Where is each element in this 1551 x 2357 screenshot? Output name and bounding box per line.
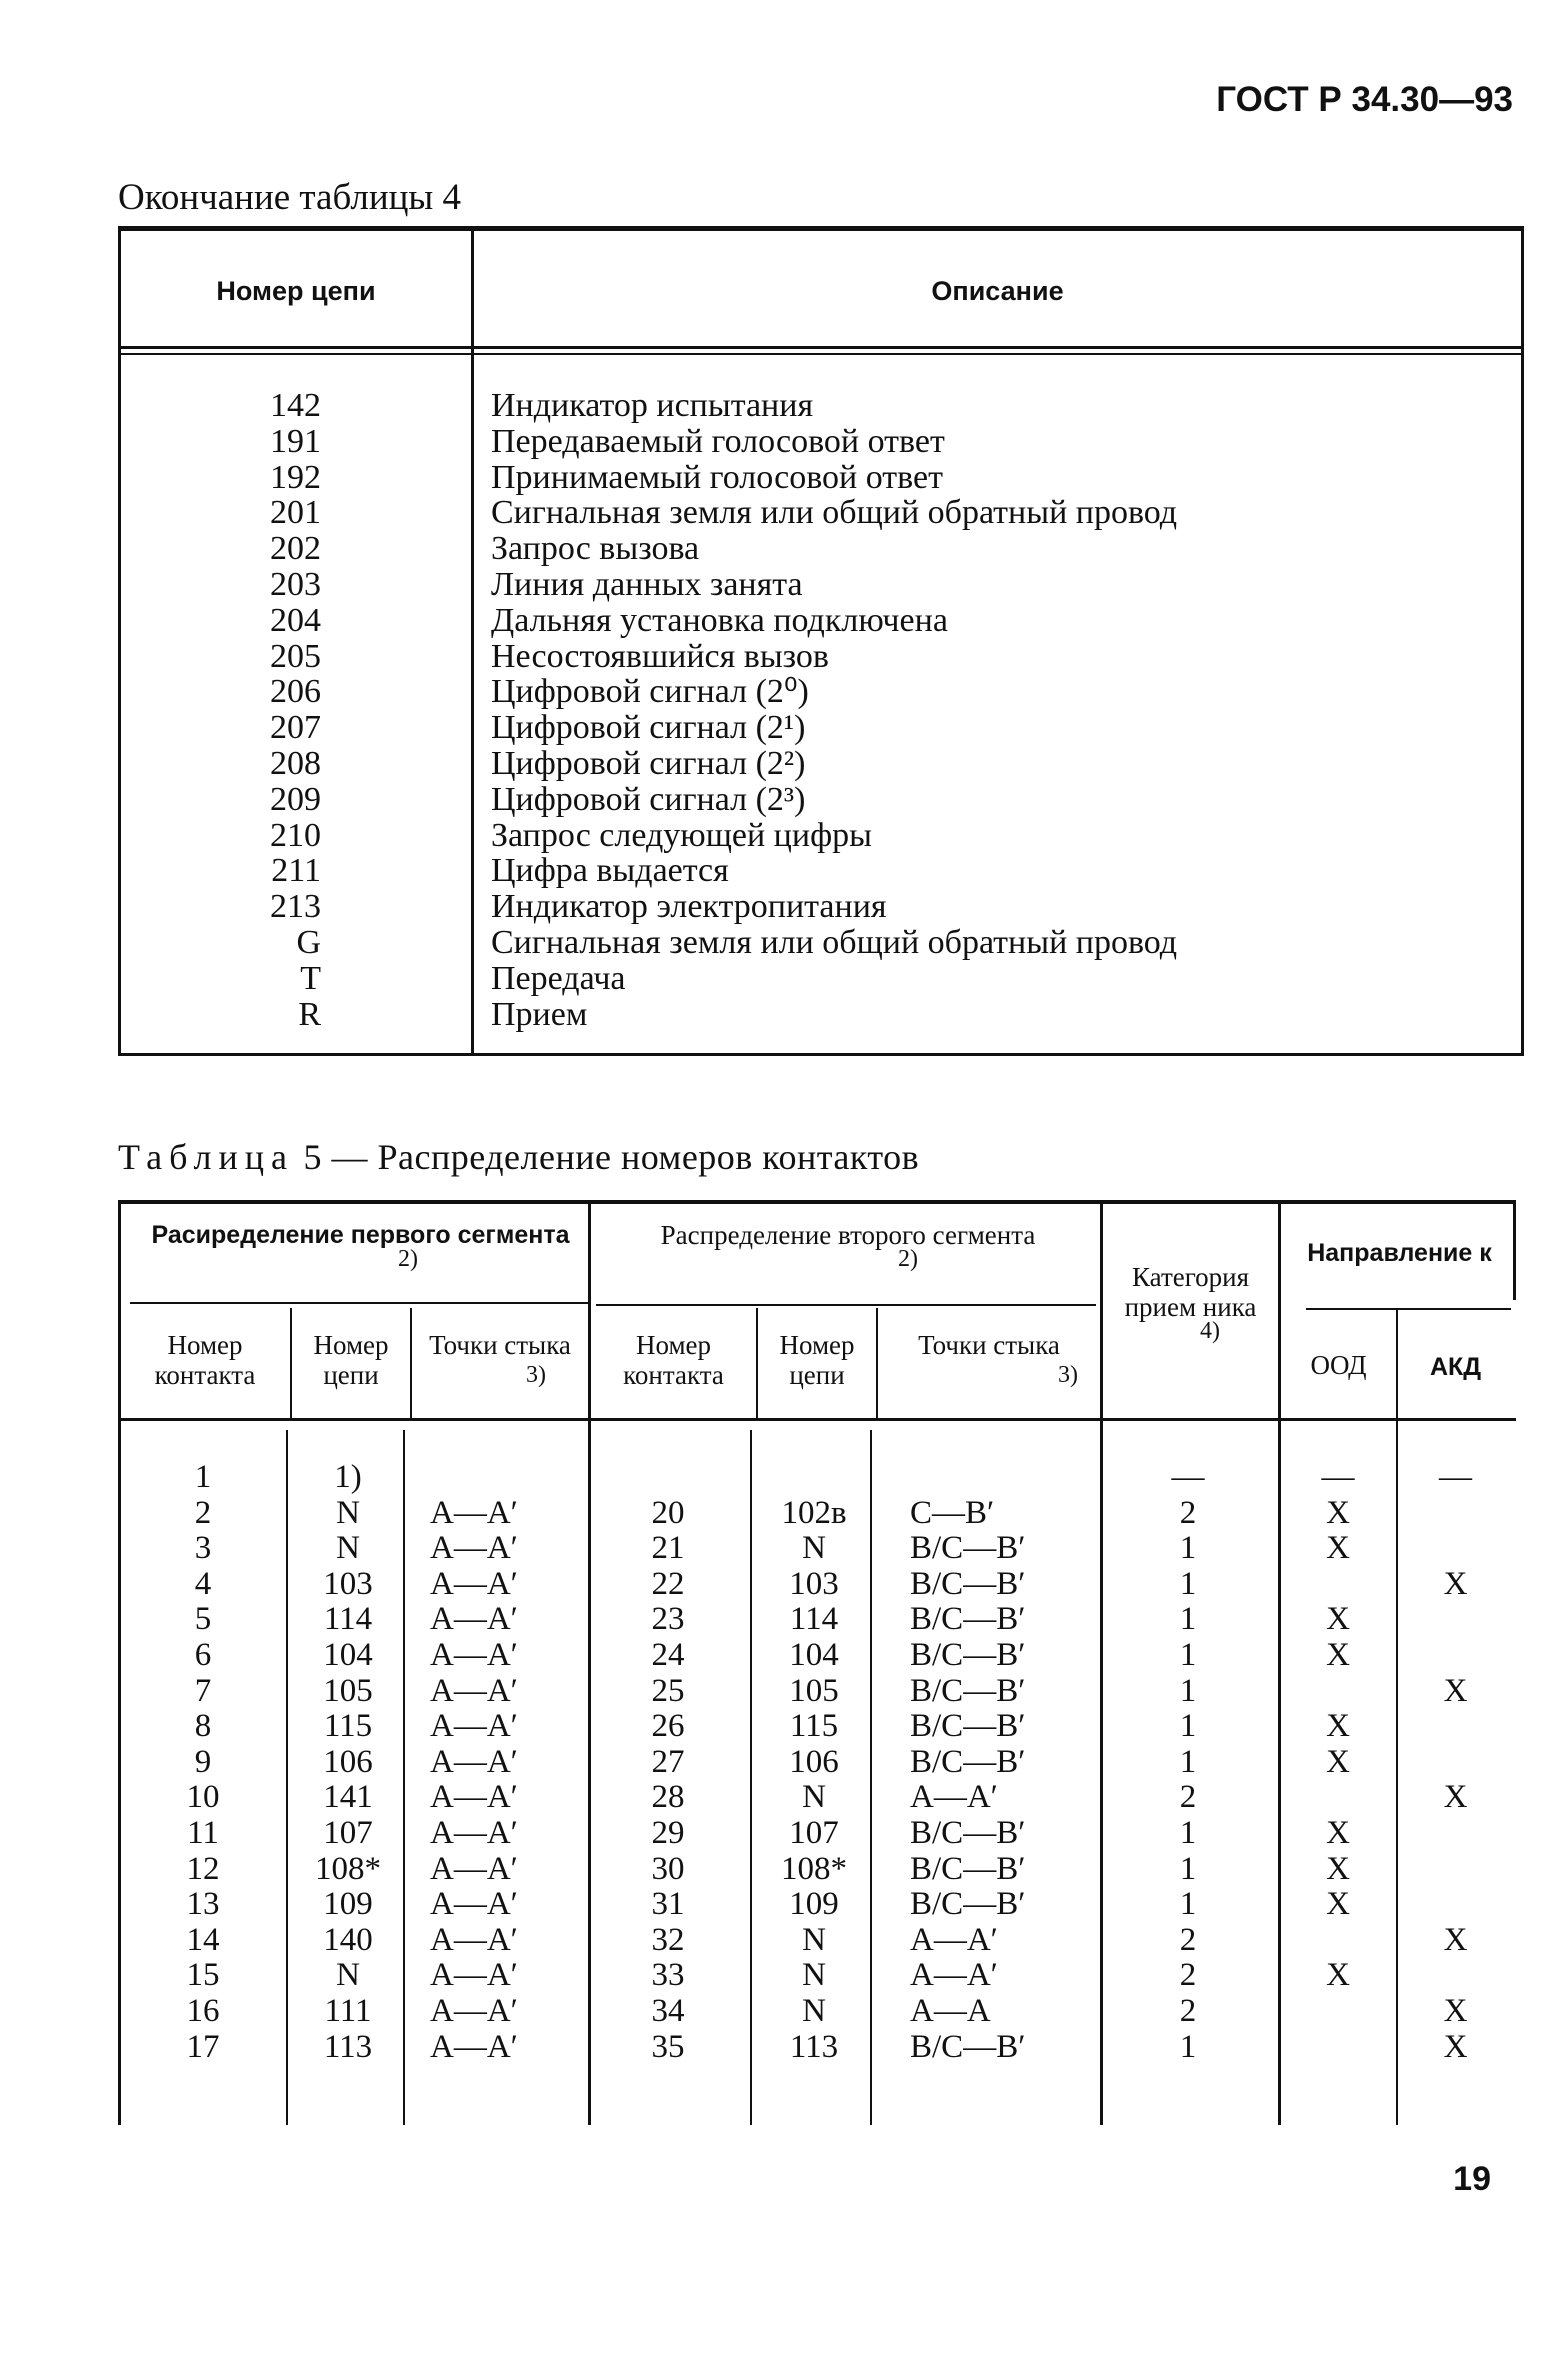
table5-dir-akd-text: АКД (1429, 1353, 1482, 1381)
table4-description-cell: Цифровой сигнал (2⁰) (491, 673, 809, 711)
table5-cell-c2-contact: 20 (651, 1494, 685, 1531)
table5-vline-2 (410, 1308, 412, 1418)
table5-caption-word: Таблица (118, 1137, 294, 1177)
table5-cell-c1-contact: 9 (194, 1743, 212, 1780)
table5-cell-category-vals: 1 (1179, 1850, 1197, 1887)
table5-sub-contact (121, 1330, 289, 1390)
table5-cell-c2-points: A—A (910, 1992, 991, 2029)
table5-cell-ood-vals (1288, 1567, 1388, 1603)
table5-sub-points2-footnote: 3) (1058, 1362, 1078, 1388)
table5-cell-akd-vals (1403, 1709, 1508, 1745)
table4-description-cell: Дальняя установка подключена (491, 601, 948, 639)
table4-description-cell: Запрос следующей цифры (491, 816, 872, 854)
table5-seg1-underline (130, 1302, 590, 1304)
table4-code-cell: 207 (270, 709, 321, 747)
table5-dir-ood (1281, 1350, 1396, 1380)
table5-cell-c1-circuit: N (336, 1494, 360, 1531)
table5-cell-ood-vals: X (1326, 1850, 1350, 1887)
table5-sub-points-note (526, 1360, 546, 1390)
table4-header-rule (118, 346, 1524, 349)
table5-cell-c1-contact: 8 (194, 1708, 212, 1745)
table4-code-cell: T (300, 959, 321, 997)
table5 (118, 1200, 1516, 2125)
table5-cell-c2-points (910, 1460, 1090, 1496)
table5-cell-c2-points: B/C—B′ (910, 1886, 1026, 1923)
table5-cell-c2-circuit: 107 (789, 1814, 839, 1851)
table5-cell-c1-contact: 6 (194, 1636, 212, 1673)
table5-cell-category-vals: 1 (1179, 1636, 1197, 1673)
table4-description-column (491, 388, 1511, 1032)
table5-cell-c1-contact: 12 (186, 1850, 220, 1887)
table5-seg2-underline (596, 1304, 1096, 1306)
table5-cell-c1-points: A—A′ (430, 1494, 518, 1531)
table5-cell-c2-contact: 27 (651, 1743, 685, 1780)
table5-cell-akd-vals (1403, 1531, 1508, 1567)
table5-cell-akd-vals (1403, 1602, 1508, 1638)
table5-cell-category-vals: 2 (1179, 1992, 1197, 2029)
table5-seg2-footnote: 2) (898, 1246, 918, 1272)
table5-vline-1b (286, 1430, 288, 2125)
table5-cell-ood-vals: X (1326, 1708, 1350, 1745)
table4-description-cell: Цифровой сигнал (2³) (491, 780, 806, 818)
table5-cell-c1-contact: 2 (194, 1494, 212, 1531)
table5-category-header (1103, 1262, 1278, 1322)
table5-cell-ood-vals (1288, 1780, 1388, 1816)
table4-header-code: Номер цепи (216, 276, 376, 306)
table4-bottom-rule (118, 1053, 1524, 1056)
table5-dir-ood-text: ООД (1310, 1350, 1367, 1380)
table5-cell-ood-vals: X (1326, 1886, 1350, 1923)
table5-cell-akd-vals: X (1443, 1992, 1468, 2029)
table4 (118, 226, 1524, 1056)
table4-code-cell: 205 (270, 637, 321, 675)
table5-cell-ood-vals: X (1326, 1814, 1350, 1851)
table5-cell-c1-circuit: 105 (323, 1672, 373, 1709)
table5-direction-title: Направление к (1307, 1239, 1492, 1267)
table5-seg2-header (598, 1220, 1098, 1250)
table5-cell-c2-circuit: 103 (789, 1565, 839, 1602)
table5-cell-c1-points: A—A′ (430, 1779, 518, 1816)
table4-code-cell: 142 (270, 387, 321, 424)
table5-vline-8 (1396, 1308, 1398, 2125)
table5-cell-c2-contact (608, 1460, 728, 1496)
table5-cell-ood-vals: X (1326, 1957, 1350, 1994)
table4-description-cell: Передача (491, 959, 626, 997)
table5-cell-ood-vals (1288, 1923, 1388, 1959)
table4-description-cell: Индикатор электропитания (491, 888, 887, 926)
table5-caption-text: 5 — Распределение номеров контактов (303, 1137, 920, 1177)
table5-category-note (1200, 1316, 1220, 1346)
table5-cell-category-vals: 1 (1179, 1743, 1197, 1780)
table5-cell-c2-circuit: 114 (789, 1601, 839, 1638)
table5-cell-c1-points: A—A′ (430, 1636, 518, 1673)
table5-cell-c2-points: B/C—B′ (910, 1850, 1026, 1887)
table5-cell-category-vals: 1 (1179, 1601, 1197, 1638)
table4-header-description: Описание (931, 276, 1064, 306)
table4-code-cell: 203 (270, 565, 321, 603)
table5-cell-akd-vals (1403, 1816, 1508, 1852)
table5-cell-c2-points: B/C—B′ (910, 1672, 1026, 1709)
table5-vline-5b (870, 1430, 872, 2125)
table5-vline-7 (1278, 1200, 1281, 2125)
table5-cell-c2-contact: 23 (651, 1601, 685, 1638)
table5-cell-c2-contact: 22 (651, 1565, 685, 1602)
table5-cell-c1-contact: 13 (186, 1886, 220, 1923)
table5-cell-category-vals: 1 (1179, 1708, 1197, 1745)
table5-cell-category-vals: 1 (1179, 1565, 1197, 1602)
table5-seg2-note (898, 1244, 918, 1274)
table4-code-cell: 213 (270, 888, 321, 926)
table5-cell-c1-circuit: 108* (315, 1850, 381, 1887)
table5-cell-c2-circuit: N (802, 1530, 826, 1567)
table5-cell-category-vals: 2 (1179, 1957, 1197, 1994)
table4-code-cell: G (296, 923, 321, 961)
table5-cell-category-vals: 2 (1179, 1494, 1197, 1531)
table5-cell-c2-points: A—A′ (910, 1921, 998, 1958)
table5-cell-c2-circuit: N (802, 1957, 826, 1994)
table5-cell-akd-vals (1403, 1852, 1508, 1888)
table5-cell-c1-circuit: 114 (323, 1601, 373, 1638)
table5-cell-akd-vals: X (1443, 1779, 1468, 1816)
table4-code-cell: 191 (270, 422, 321, 460)
table4-code-cell: 210 (270, 816, 321, 854)
table5-cell-c1-circuit: N (336, 1957, 360, 1994)
table5-cell-ood-vals (1288, 2030, 1388, 2066)
table5-col-contact2 (608, 1460, 728, 2065)
table5-cell-c2-contact: 26 (651, 1708, 685, 1745)
table4-code-cell: 201 (270, 494, 321, 532)
table5-cell-akd-vals (1403, 1887, 1508, 1923)
table4-description-cell: Передаваемый голосовой ответ (491, 422, 945, 460)
table5-cell-c2-contact: 33 (651, 1957, 685, 1994)
table4-code-cell: 209 (270, 780, 321, 818)
table5-cell-c1-circuit: 111 (324, 1992, 372, 2029)
table5-cell-category-vals: — (1171, 1459, 1205, 1495)
table5-cell-c1-points: A—A′ (430, 2028, 518, 2065)
table5-cell-c2-circuit: 108* (781, 1850, 847, 1887)
table5-col-points2 (910, 1460, 1090, 2065)
table5-cell-c2-circuit: N (802, 1779, 826, 1816)
table5-cell-c2-contact: 25 (651, 1672, 685, 1709)
table5-cell-c2-points: C—B′ (910, 1494, 995, 1531)
table5-cell-akd-vals: — (1439, 1459, 1472, 1495)
table5-cell-c2-circuit (758, 1460, 870, 1496)
table5-cell-akd-vals: X (1443, 1565, 1468, 1602)
table5-cell-c2-points: B/C—B′ (910, 1814, 1026, 1851)
table5-cell-c2-points: B/C—B′ (910, 1601, 1026, 1638)
table5-sub-circuit2 (758, 1330, 876, 1390)
table5-cell-category-vals: 1 (1179, 2028, 1197, 2065)
table5-sub-points (412, 1330, 588, 1360)
table5-seg2-title: Распределение второго сегмента (660, 1220, 1036, 1250)
table5-cell-ood-vals: X (1326, 1636, 1350, 1673)
table5-cell-c2-contact: 32 (651, 1921, 685, 1958)
table5-cell-c1-contact: 3 (194, 1530, 212, 1567)
table5-cell-c1-contact: 1 (194, 1459, 212, 1495)
table5-cell-c2-points: B/C—B′ (910, 1636, 1026, 1673)
table5-cell-c1-circuit: 104 (323, 1636, 373, 1673)
table5-col-ood (1288, 1460, 1388, 2065)
table4-code-column (121, 388, 321, 1032)
table5-cell-c2-points: B/C—B′ (910, 1530, 1026, 1567)
table5-col-category (1128, 1460, 1248, 2065)
table4-description-cell: Цифра выдается (491, 852, 729, 890)
table5-cell-c1-points: A—A′ (430, 1601, 518, 1638)
table5-seg1-footnote: 2) (398, 1246, 418, 1272)
table4-description-cell: Прием (491, 995, 588, 1033)
table5-top-rule (118, 1200, 1516, 1204)
table5-seg1-title: Расиределение первого сегмента (151, 1221, 570, 1249)
table5-cell-ood-vals (1288, 1674, 1388, 1710)
table5-cell-c2-contact: 34 (651, 1992, 685, 2029)
table5-cell-c2-circuit: 105 (789, 1672, 839, 1709)
table5-cell-c1-circuit: 109 (323, 1886, 373, 1923)
table4-code-cell: 206 (270, 673, 321, 711)
table4-description-cell: Принимаемый голосовой ответ (491, 458, 943, 496)
table5-cell-ood-vals: X (1326, 1743, 1350, 1780)
table5-cell-c1-points (430, 1460, 580, 1496)
table5-cell-c2-circuit: N (802, 1992, 826, 2029)
table5-cell-c1-points: A—A′ (430, 1743, 518, 1780)
table5-cell-c1-circuit: 141 (323, 1779, 373, 1816)
table5-cell-akd-vals (1403, 1638, 1508, 1674)
table5-cell-c2-contact: 21 (651, 1530, 685, 1567)
table5-cell-category-vals: 2 (1179, 1921, 1197, 1958)
table5-cell-akd-vals: X (1443, 1672, 1468, 1709)
table4-code-cell: 202 (270, 530, 321, 568)
table4-description-cell: Линия данных занята (491, 565, 803, 603)
table5-cell-c1-circuit: 115 (323, 1708, 373, 1745)
table5-cell-c1-circuit: 1) (334, 1459, 362, 1495)
table5-cell-c1-contact: 4 (194, 1565, 212, 1602)
table5-caption (118, 1136, 919, 1178)
table5-cell-c1-contact: 14 (186, 1921, 220, 1958)
table5-col-akd (1403, 1460, 1508, 2065)
table5-cell-category-vals: 1 (1179, 1530, 1197, 1567)
table5-cell-akd-vals: X (1443, 1921, 1468, 1958)
table5-cell-c2-contact: 35 (651, 2028, 685, 2065)
table5-col-contact (158, 1460, 248, 2065)
table4-code-cell: 192 (270, 458, 321, 496)
table5-cell-c2-contact: 31 (651, 1886, 685, 1923)
table5-cell-c2-points: B/C—B′ (910, 1743, 1026, 1780)
table4-code-cell: 208 (270, 744, 321, 782)
table4-code-cell: R (298, 995, 321, 1033)
table5-cell-c1-points: A—A′ (430, 1565, 518, 1602)
table5-cell-c1-contact: 7 (194, 1672, 212, 1709)
table5-cell-c1-contact: 5 (194, 1601, 212, 1638)
table5-cell-c2-contact: 29 (651, 1814, 685, 1851)
table5-direction-header (1283, 1238, 1516, 1268)
table4-description-cell: Цифровой сигнал (2¹) (491, 709, 806, 747)
table5-cell-c1-contact: 11 (187, 1814, 219, 1851)
table5-sub-circuit (292, 1330, 410, 1390)
table5-cell-c2-points: B/C—B′ (910, 1708, 1026, 1745)
table4-description-cell: Сигнальная земля или общий обратный провод (491, 494, 1178, 532)
table5-cell-c1-circuit: N (336, 1530, 360, 1567)
table5-sub-points2 (878, 1330, 1100, 1360)
table5-cell-c2-points: A—A′ (910, 1957, 998, 1994)
table5-category-footnote: 4) (1200, 1318, 1220, 1344)
table5-cell-category-vals: 2 (1179, 1779, 1197, 1816)
table5-cell-c1-contact: 16 (186, 1992, 220, 2029)
page-number: 19 (1453, 2160, 1491, 2198)
table4-caption: Окончание таблицы 4 (118, 177, 462, 218)
table5-cell-c1-contact: 15 (186, 1957, 220, 1994)
table5-cell-c1-circuit: 107 (323, 1814, 373, 1851)
table5-cell-c1-circuit: 103 (323, 1565, 373, 1602)
table5-cell-c2-points: A—A′ (910, 1779, 998, 1816)
table5-cell-c1-circuit: 113 (323, 2028, 373, 2065)
table5-cell-akd-vals (1403, 1496, 1508, 1532)
table5-header-rule (118, 1418, 1516, 1421)
table5-cell-ood-vals: X (1326, 1601, 1350, 1638)
table5-cell-c1-points: A—A′ (430, 1708, 518, 1745)
table5-cell-c2-circuit: 113 (789, 2028, 839, 2065)
table4-description-cell: Запрос вызова (491, 530, 700, 568)
table5-cell-akd-vals: X (1443, 2028, 1468, 2065)
table5-cell-c1-points: A—A′ (430, 1886, 518, 1923)
table5-cell-ood-vals: X (1326, 1494, 1350, 1531)
table5-cell-c1-points: A—A′ (430, 1992, 518, 2029)
table5-cell-ood-vals: — (1321, 1459, 1355, 1495)
table5-cell-c2-circuit: N (802, 1921, 826, 1958)
table5-sub-circuit2-text: Номер цепи (779, 1330, 855, 1390)
table4-description-cell: Сигнальная земля или общий обратный провод (491, 923, 1178, 961)
table5-cell-category-vals: 1 (1179, 1814, 1197, 1851)
table5-seg1-header (133, 1220, 588, 1250)
table5-cell-c1-points: A—A′ (430, 1957, 518, 1994)
table5-col-points (430, 1460, 580, 2065)
table5-vline-6 (1100, 1200, 1103, 2125)
table5-cell-c2-circuit: 109 (789, 1886, 839, 1923)
table5-cell-c1-circuit: 140 (323, 1921, 373, 1958)
table5-cell-akd-vals (1403, 1958, 1508, 1994)
table5-cell-category-vals: 1 (1179, 1886, 1197, 1923)
table5-cell-ood-vals: X (1326, 1530, 1350, 1567)
table5-cell-c1-points: A—A′ (430, 1672, 518, 1709)
table5-sub-contact2 (591, 1330, 756, 1390)
table5-cell-ood-vals (1288, 1994, 1388, 2030)
table4-description-cell: Несостоявшийся вызов (491, 637, 829, 675)
table4-top-rule (118, 226, 1524, 231)
table5-cell-akd-vals (1403, 1745, 1508, 1781)
table5-sub-points-text: Точки стыка (429, 1330, 571, 1360)
table4-description-cell: Цифровой сигнал (2²) (491, 744, 806, 782)
table5-cell-c2-points: B/C—B′ (910, 1565, 1026, 1602)
table5-sub-points-footnote: 3) (526, 1362, 546, 1388)
table4-description-cell: Индикатор испытания (491, 387, 814, 424)
table5-col-circuit2 (758, 1460, 870, 2065)
table5-vline-2b (403, 1430, 405, 2125)
table5-cell-c1-circuit: 106 (323, 1743, 373, 1780)
table5-vline-5 (876, 1308, 878, 1418)
table5-cell-c2-circuit: 102в (781, 1494, 847, 1531)
table5-cell-c1-points: A—A′ (430, 1814, 518, 1851)
table4-header-rule-2 (118, 353, 1524, 355)
table5-cell-c1-points: A—A′ (430, 1850, 518, 1887)
table5-cell-c2-points: B/C—B′ (910, 2028, 1026, 2065)
table5-direction-underline (1306, 1308, 1511, 1310)
table5-cell-c1-points: A—A′ (430, 1530, 518, 1567)
table4-code-cell: 211 (271, 852, 321, 890)
table5-sub-contact-text: Номер контакта (154, 1330, 256, 1390)
table5-dir-akd (1398, 1352, 1513, 1382)
table5-category-title: Категория прием ника (1124, 1262, 1257, 1322)
table5-cell-c2-contact: 30 (651, 1850, 685, 1887)
table5-sub-points2-note (1058, 1360, 1078, 1390)
table5-cell-c2-circuit: 106 (789, 1743, 839, 1780)
table5-sub-contact2-text: Номер контакта (623, 1330, 724, 1390)
table4-column-divider (471, 226, 474, 1056)
table5-cell-category-vals: 1 (1179, 1672, 1197, 1709)
table4-code-cell: 204 (270, 601, 321, 639)
table5-cell-c2-contact: 28 (651, 1779, 685, 1816)
table5-vline-4b (750, 1430, 752, 2125)
table5-cell-c1-points: A—A′ (430, 1921, 518, 1958)
table5-sub-circuit-text: Номер цепи (313, 1330, 389, 1390)
table5-cell-c2-circuit: 104 (789, 1636, 839, 1673)
table5-cell-c2-circuit: 115 (789, 1708, 839, 1745)
table5-seg1-note (398, 1244, 418, 1274)
table5-cell-c1-contact: 17 (186, 2028, 220, 2065)
table5-cell-c2-contact: 24 (651, 1636, 685, 1673)
table5-sub-points2-text: Точки стыка (918, 1330, 1060, 1360)
page-header: ГОСТ Р 34.30—93 (1216, 80, 1513, 119)
table5-cell-c1-contact: 10 (186, 1779, 220, 1816)
table5-col-circuit (293, 1460, 403, 2065)
